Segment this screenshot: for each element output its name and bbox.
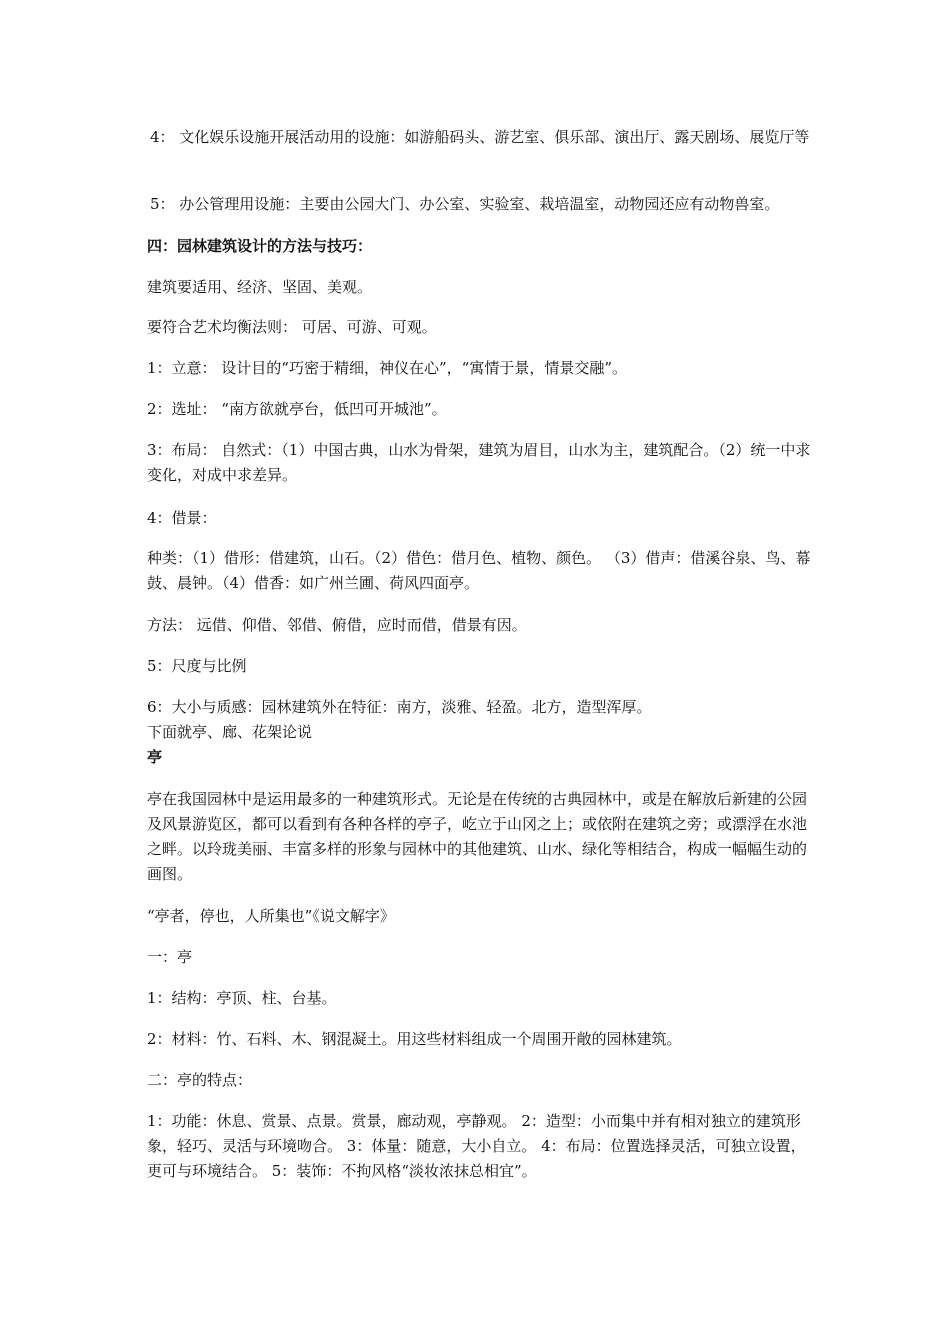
paragraph-borrowed-scenery: 4：借景： [147, 509, 217, 527]
paragraph-pavilion-structure: 1：结构：亭顶、柱、台基。 [147, 989, 337, 1007]
paragraph-item-5-facilities: 5： 办公管理用设施：主要由公园大门、办公室、实验室、栽培温室，动物园还应有动物兽室。 [150, 195, 780, 213]
paragraph-shuowen-quote: “亭者，停也，人所集也”《说文解字》 [147, 907, 395, 925]
paragraph-pavilion-materials: 2：材料：竹、石料、木、钢混凝土。用这些材料组成一个周围开敞的园林建筑。 [147, 1030, 682, 1048]
section-heading-pavilion: 亭 [147, 748, 163, 766]
paragraph-pavilion-introduction: 亭在我国园林中是运用最多的一种建筑形式。无论是在传统的古典园林中，或是在解放后新建的公园及风景游览区，都可以看到有各种各样的亭子，屹立于山冈之上；或依附在建筑之旁；或漂浮在水池之畔。以玲珑美丽、丰富多样的形象与园林中的其他建筑、山水、绿化等相结合，构成一幅幅生动的画图。 [147, 790, 808, 883]
paragraph-size-texture: 6：大小与质感：园林建筑外在特征：南方，淡雅、轻盈。北方，造型浑厚。 [147, 698, 652, 716]
paragraph-concept: 1：立意： 设计目的“巧密于精细，神仪在心”，“寓情于景，情景交融”。 [147, 359, 627, 377]
paragraph-next-topics: 下面就亭、廊、花架论说 [147, 723, 313, 741]
paragraph-building-principles: 建筑要适用、经济、坚固、美观。 [147, 278, 373, 296]
paragraph-pavilion-subheading: 一：亭 [147, 948, 193, 966]
section-heading-design-methods: 四：园林建筑设计的方法与技巧： [147, 237, 373, 255]
paragraph-scale-proportion: 5：尺度与比例 [147, 657, 247, 675]
paragraph-borrowing-methods: 方法： 远借、仰借、邻借、俯借，应时而借，借景有因。 [147, 616, 527, 634]
paragraph-pavilion-features: 1：功能：休息、赏景、点景。赏景，廊动观，亭静观。 2：造型：小而集中并有相对独立的建筑形象，轻巧、灵活与环境吻合。 3：体量：随意，大小自立。 4：布局：位置选择灵活，可独立设置，更可与环境结合。 5：装饰：不拘风格“淡妆浓抹总相宜”。 [147, 1112, 806, 1180]
paragraph-layout: 3：布局： 自然式：（1）中国古典，山水为骨架，建筑为眉目，山水为主，建筑配合。（2）统一中求变化，对成中求差异。 [147, 441, 811, 484]
paragraph-borrowing-types: 种类：（1）借形：借建筑，山石。（2）借色：借月色、植物、颜色。 （3）借声：借溪谷泉、鸟、幕鼓、晨钟。（4）借香：如广州兰圃、荷风四面亭。 [147, 549, 811, 592]
paragraph-art-balance: 要符合艺术均衡法则： 可居、可游、可观。 [147, 318, 437, 336]
paragraph-site-selection: 2：选址： “南方欲就亭台，低凹可开城池”。 [147, 400, 447, 418]
paragraph-pavilion-features-heading: 二：亭的特点： [147, 1071, 253, 1089]
paragraph-item-4-facilities: 4： 文化娱乐设施开展活动用的设施：如游船码头、游艺室、俱乐部、演出厅、露天剧场、展览厅等 [150, 128, 810, 146]
